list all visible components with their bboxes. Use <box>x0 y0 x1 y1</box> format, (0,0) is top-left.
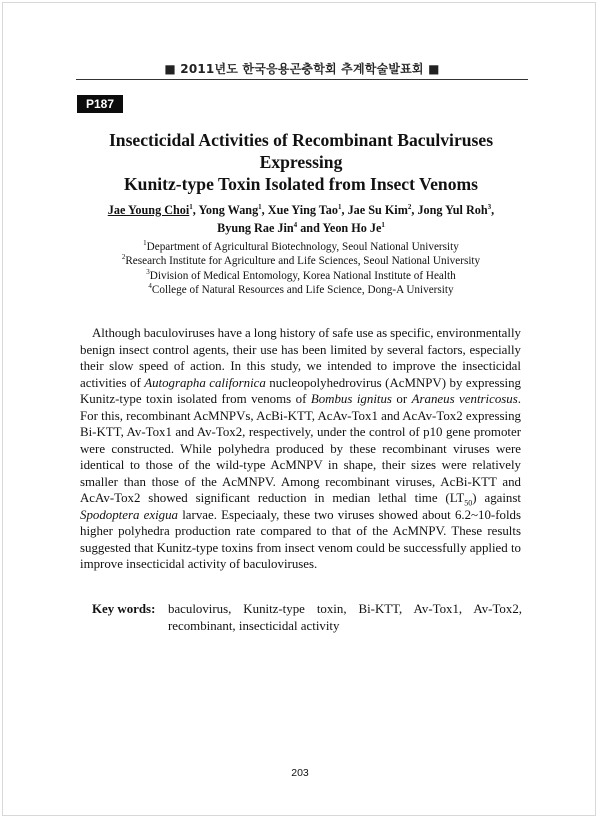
conference-header: ■ 2011년도 한국응용곤충학회 추계학술발표회 ■ <box>164 62 440 76</box>
abstract-text: Although baculoviruses have a long history of safe use as specific, environmentally benign insect control agents, their use has been limited by several factors, especially their slow speed of action. In this study, we intended to improve the insecticidal activities of <box>80 326 521 390</box>
paper-title-line2: Kunitz-type Toxin Isolated from Insect Venoms <box>123 174 479 194</box>
author-affiliation-mark: 1 <box>337 203 342 211</box>
author-affiliation-mark: 4 <box>293 221 298 229</box>
author-conjunction: and <box>300 221 320 235</box>
abstract-body <box>80 325 521 573</box>
paper-title-line1: Insecticidal Activities of Recombinant Baculviruses Expressing <box>108 130 494 172</box>
author-separator: , <box>341 203 345 217</box>
affiliation-line <box>80 240 522 254</box>
affiliation-number: 2 <box>121 253 126 262</box>
abstract-species-name: Bombus ignitus <box>310 392 392 406</box>
keywords-text: baculovirus, Kunitz-type toxin, Bi-KTT, Av-Tox1, Av-Tox2, recombinant, insecticidal activity <box>168 602 522 633</box>
affiliation-line <box>80 283 522 297</box>
affiliation-line <box>80 269 522 283</box>
affiliation-number: 3 <box>146 267 150 276</box>
abstract-species-name: Autographa californica <box>144 375 266 390</box>
author-name: Jong Yul Roh <box>417 203 488 217</box>
page-number: 203 <box>291 767 309 779</box>
author-name: Jae Su Kim <box>347 203 408 217</box>
author-name: Byung Rae Jin <box>217 221 294 235</box>
paper-title <box>70 129 532 195</box>
affiliation-text: College of Natural Resources and Life Science, Dong-A University <box>151 283 454 296</box>
abstract-text: larvae. Especiaaly, these two viruses showed about 6.2~10-folds higher polyhedra production rate compared to that of the AcMNPV. These results suggested that Kunitz-type toxins from insect venom could be successfully applied to improve insecticidal activity of baculoviruses. <box>80 507 521 571</box>
affiliation-line <box>80 254 522 268</box>
author-affiliation-mark: 3 <box>487 203 492 211</box>
author-list <box>60 201 542 237</box>
header-rule <box>76 79 528 80</box>
affiliation-number: 4 <box>148 281 152 290</box>
author-affiliation-mark: 2 <box>407 203 412 211</box>
affiliation-list <box>80 240 522 297</box>
affiliation-text: Research Institute for Agriculture and Life Sciences, Seoul National University <box>125 255 481 268</box>
abstract-text: ) against <box>472 491 521 505</box>
keywords-block <box>92 601 522 635</box>
abstract-text: . For this, recombinant AcMNPVs, AcBi-KTT, AcAv-Tox1 and AcAv-Tox2 expressing Bi-KTT, Av-Tox1 and Av-Tox2, respectively, under the control of p10 gene promoter were constructed. While polyhedra produced by these recombinant viruses were identical to those of the wild-type AcMNPV in shape, their sizes were relatively smaller than those of the AcMNPV. Among recombinant viruses, AcBi-KTT and AcAv-Tox2 showed significant reduction in median lethal time (LT <box>80 392 522 505</box>
poster-id-badge: P187 <box>77 95 123 113</box>
author-name: Yeon Ho Je <box>322 221 382 235</box>
abstract-subscript: 50 <box>464 498 473 508</box>
abstract-species-name: Spodoptera exigua <box>80 507 179 522</box>
author-affiliation-mark: 1 <box>189 203 193 211</box>
affiliation-number: 1 <box>143 239 147 247</box>
author-separator: , <box>192 203 196 217</box>
affiliation-text: Department of Agricultural Biotechnology, Seoul National University <box>146 241 459 253</box>
author-affiliation-mark: 1 <box>258 203 262 211</box>
author-separator: , <box>491 203 495 217</box>
author-affiliation-mark: 1 <box>381 221 385 229</box>
author-separator: , <box>411 203 415 217</box>
abstract-text: nucleopolyhedrovirus (AcMNPV) by expressing Kunitz-type toxin isolated from venoms of <box>80 375 521 406</box>
author-name: Xue Ying Tao <box>267 203 338 217</box>
author-name: Yong Wang <box>198 203 259 217</box>
affiliation-text: Division of Medical Entomology, Korea National Institute of Health <box>149 269 456 282</box>
abstract-species-name: Araneus ventricosus <box>411 392 518 406</box>
keywords-label: Key words: <box>92 602 156 616</box>
author-name: Jae Young Choi <box>107 203 190 217</box>
author-separator: , <box>261 203 265 217</box>
abstract-text: or <box>391 392 412 406</box>
